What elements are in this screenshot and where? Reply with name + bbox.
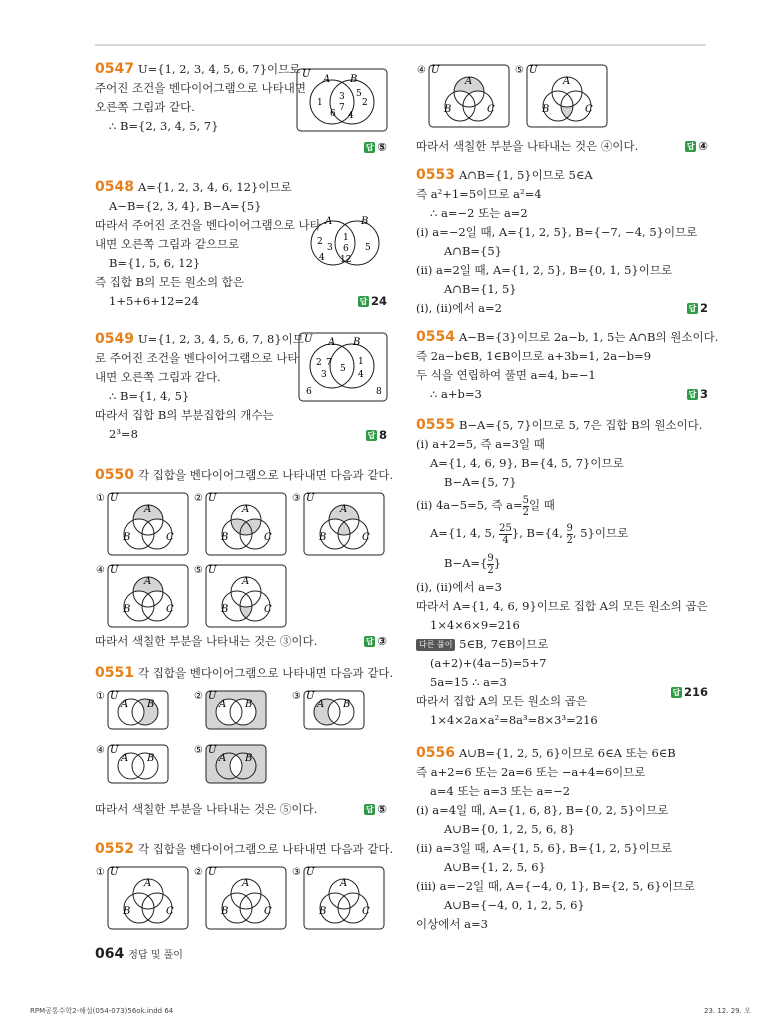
label-u: U bbox=[529, 65, 538, 76]
answer-badge: 답 3 bbox=[688, 387, 708, 401]
problem-number: 0547 bbox=[95, 61, 134, 77]
answer-badge: 답 ⑤ bbox=[365, 802, 387, 816]
text-line: 따라서 A={1, 4, 6, 9}이므로 집합 A의 모든 원소의 곱은 bbox=[416, 599, 708, 613]
option-number: ④ bbox=[96, 565, 105, 576]
answer-icon: 답 bbox=[359, 297, 368, 306]
label-b: B bbox=[245, 753, 253, 764]
svg-text:7: 7 bbox=[326, 358, 332, 368]
text-line: A∪B={1, 2, 5, 6}이므로 6∈A 또는 6∈B bbox=[458, 746, 676, 760]
text-line: (a+2)+(4a−5)=5+7 bbox=[430, 656, 547, 670]
label-b: B bbox=[444, 104, 452, 115]
answer-badge: 답 ④ bbox=[686, 139, 708, 153]
problem-0550 bbox=[95, 466, 394, 648]
text-line: 1×4×6×9=216 bbox=[430, 618, 520, 632]
text-line: A∩B={1, 5}이므로 5∈A bbox=[458, 168, 593, 182]
text-line: 따라서 집합 B의 부분집합의 개수는 bbox=[95, 408, 274, 422]
text-line: 내면 오른쪽 그림과 같다. bbox=[95, 370, 221, 384]
text-line: (ⅲ) a=−2일 때, A={−4, 0, 1}, B={2, 5, 6}이므로 bbox=[416, 879, 696, 893]
label-a: A bbox=[144, 878, 152, 889]
text-line: 5a=15 ∴ a=3 bbox=[430, 675, 507, 689]
option-number: ③ bbox=[292, 493, 301, 504]
problem-number: 0549 bbox=[95, 331, 134, 347]
label-b: B bbox=[123, 532, 131, 543]
venn-grid-0551 bbox=[95, 686, 387, 796]
problem-number: 0552 bbox=[95, 841, 134, 857]
text-line: 오른쪽 그림과 같다. bbox=[95, 100, 195, 114]
svg-text:1: 1 bbox=[317, 98, 323, 108]
problem-0548 bbox=[95, 178, 387, 311]
label-a: A bbox=[317, 699, 325, 710]
svg-text:7: 7 bbox=[339, 103, 345, 113]
label-u: U bbox=[208, 867, 217, 878]
label-a: A bbox=[121, 699, 129, 710]
text-line: U={1, 2, 3, 4, 5, 6, 7}이므로 bbox=[137, 62, 301, 76]
text-line: A∪B={0, 1, 2, 5, 6, 8} bbox=[444, 822, 576, 836]
svg-text:3: 3 bbox=[327, 243, 333, 253]
alt-solution-tag: 다른 풀이 bbox=[416, 639, 455, 651]
text-line: ∴ a=−2 또는 a=2 bbox=[430, 206, 528, 220]
text-line: 5∈B, 7∈B이므로 bbox=[459, 637, 549, 651]
text-line: A={1, 4, 6, 9}, B={4, 5, 7}이므로 bbox=[430, 456, 624, 470]
text-line: B={1, 5, 6, 12} bbox=[109, 256, 201, 270]
label-a: A bbox=[219, 753, 227, 764]
venn-grid-0552-cont bbox=[416, 62, 616, 134]
svg-text:5: 5 bbox=[356, 89, 362, 99]
label-c: C bbox=[166, 906, 174, 917]
svg-text:A: A bbox=[323, 74, 331, 85]
text-line: (ⅰ) a=−2일 때, A={1, 2, 5}, B={−7, −4, 5}이므로 bbox=[416, 225, 698, 239]
label-c: C bbox=[166, 604, 174, 615]
svg-text:B: B bbox=[353, 337, 361, 348]
label-b: B bbox=[245, 699, 253, 710]
label-u: U bbox=[110, 745, 119, 756]
text-line: (ⅰ), (ⅱ)에서 a=3 bbox=[416, 580, 502, 594]
problem-0555 bbox=[416, 416, 708, 730]
text-line: A−B={2, 3, 4}, B−A={5} bbox=[109, 199, 262, 213]
text-line: U={1, 2, 3, 4, 5, 6, 7, 8}이므 bbox=[137, 332, 304, 346]
option-number: ③ bbox=[292, 867, 301, 878]
problem-0556 bbox=[416, 744, 708, 934]
svg-text:12: 12 bbox=[340, 255, 352, 265]
text-line: 1×4×2a×a²=8a³=8×3³=216 bbox=[430, 713, 598, 727]
answer-icon: 답 bbox=[365, 637, 374, 646]
print-slug-right: 23. 12. 29. 오 bbox=[704, 1007, 751, 1015]
text-line: 각 집합을 벤다이어그램으로 나타내면 다음과 같다. bbox=[137, 666, 394, 680]
problem-0547 bbox=[95, 60, 387, 154]
option-number: ⑤ bbox=[515, 65, 524, 76]
label-b: B bbox=[123, 604, 131, 615]
text-line: 각 집합을 벤다이어그램으로 나타내면 다음과 같다. bbox=[137, 842, 394, 856]
label-c: C bbox=[264, 906, 272, 917]
text-line: 따라서 주어진 조건을 벤다이어그램으로 나타 bbox=[95, 218, 321, 232]
option-number: ① bbox=[96, 867, 105, 878]
text-line: B−A={5, 7}이므로 5, 7은 집합 B의 원소이다. bbox=[458, 418, 703, 432]
answer-icon: 답 bbox=[672, 688, 681, 697]
text-line: (ⅱ) 4a−5=5, 즉 a= $\frac{5}{2}$ 일 때 bbox=[416, 494, 555, 518]
text-line: ∴ a+b=3 bbox=[430, 387, 482, 401]
problem-number: 0550 bbox=[95, 467, 134, 483]
answer-badge: 답 2 bbox=[688, 301, 708, 315]
problem-number: 0556 bbox=[416, 745, 455, 761]
text-line: (ⅱ) a=2일 때, A={1, 2, 5}, B={0, 1, 5}이므로 bbox=[416, 263, 673, 277]
label-b: B bbox=[147, 699, 155, 710]
print-slug-left: RPM공통수학2-해설(054-073)56ok.indd 64 bbox=[30, 1007, 174, 1015]
text-line: A−B={3}이므로 2a−b, 1, 5는 A∩B의 원소이다. bbox=[458, 330, 719, 344]
label-a: A bbox=[242, 576, 250, 587]
label-u: U bbox=[208, 691, 217, 702]
svg-text:U: U bbox=[304, 334, 313, 345]
label-a: A bbox=[144, 504, 152, 515]
svg-text:6: 6 bbox=[343, 244, 349, 254]
problem-number: 0553 bbox=[416, 167, 455, 183]
text-line: 즉 집합 B의 모든 원소의 합은 bbox=[95, 275, 244, 289]
option-number: ① bbox=[96, 493, 105, 504]
text-line: 따라서 집합 A의 모든 원소의 곱은 bbox=[416, 694, 587, 708]
label-a: A bbox=[121, 753, 129, 764]
venn-diagram bbox=[305, 216, 387, 268]
svg-text:4: 4 bbox=[319, 253, 325, 263]
text-line: 주어진 조건을 벤다이어그램으로 나타내면 bbox=[95, 81, 306, 95]
venn-diagram bbox=[296, 68, 388, 132]
problem-0553 bbox=[416, 166, 708, 318]
page-label: 정답 및 풀이 bbox=[128, 950, 183, 961]
answer-icon: 답 bbox=[688, 304, 697, 313]
text-line: (ⅱ) a=3일 때, A={1, 5, 6}, B={1, 2, 5}이므로 bbox=[416, 841, 673, 855]
answer-icon: 답 bbox=[688, 390, 697, 399]
svg-text:U: U bbox=[302, 69, 311, 80]
svg-text:3: 3 bbox=[321, 370, 327, 380]
label-u: U bbox=[208, 565, 217, 576]
label-u: U bbox=[208, 745, 217, 756]
answer-icon: 답 bbox=[365, 805, 374, 814]
answer-icon: 답 bbox=[686, 142, 695, 151]
venn-diagram bbox=[298, 332, 388, 402]
option-number: ④ bbox=[417, 65, 426, 76]
svg-text:6: 6 bbox=[306, 387, 312, 397]
label-b: B bbox=[221, 532, 229, 543]
label-b: B bbox=[319, 906, 327, 917]
answer-badge: 답 ③ bbox=[365, 634, 387, 648]
text-line: a=4 또는 a=3 또는 a=−2 bbox=[430, 784, 571, 798]
label-c: C bbox=[362, 906, 370, 917]
problem-number: 0555 bbox=[416, 417, 455, 433]
label-u: U bbox=[431, 65, 440, 76]
text-line: 내면 오른쪽 그림과 같으므로 bbox=[95, 237, 240, 251]
svg-text:2: 2 bbox=[316, 358, 322, 368]
text-line: B−A={5, 7} bbox=[444, 475, 517, 489]
text-line: 따라서 색칠한 부분을 나타내는 것은 ③이다. bbox=[95, 634, 318, 648]
option-number: ④ bbox=[96, 745, 105, 756]
svg-text:2: 2 bbox=[362, 98, 368, 108]
label-c: C bbox=[264, 604, 272, 615]
problem-number: 0551 bbox=[95, 665, 134, 681]
svg-text:B: B bbox=[361, 216, 369, 227]
svg-text:4: 4 bbox=[358, 370, 364, 380]
label-u: U bbox=[110, 493, 119, 504]
page-number: 064 bbox=[95, 946, 125, 962]
label-b: B bbox=[343, 699, 351, 710]
label-a: A bbox=[465, 76, 473, 87]
option-number: ② bbox=[194, 493, 203, 504]
label-b: B bbox=[123, 906, 131, 917]
option-number: ⑤ bbox=[194, 565, 203, 576]
label-u: U bbox=[110, 565, 119, 576]
label-c: C bbox=[585, 104, 593, 115]
text-line: A={1, 2, 3, 4, 6, 12}이므로 bbox=[137, 180, 292, 194]
label-u: U bbox=[306, 691, 315, 702]
label-b: B bbox=[542, 104, 550, 115]
text-line: (ⅰ) a=4일 때, A={1, 6, 8}, B={0, 2, 5}이므로 bbox=[416, 803, 669, 817]
label-u: U bbox=[306, 867, 315, 878]
text-line: (ⅰ), (ⅱ)에서 a=2 bbox=[416, 301, 502, 315]
text-line: 1+5+6+12=24 bbox=[109, 294, 199, 308]
text-line: 2³=8 bbox=[109, 427, 138, 441]
svg-text:1: 1 bbox=[343, 233, 349, 243]
answer-badge: 답 ⑤ bbox=[365, 140, 387, 154]
label-b: B bbox=[147, 753, 155, 764]
svg-text:B: B bbox=[350, 74, 358, 85]
option-number: ③ bbox=[292, 691, 301, 702]
text-line: 즉 2a−b∈B, 1∈B이므로 a+3b=1, 2a−b=9 bbox=[416, 349, 652, 363]
label-c: C bbox=[487, 104, 495, 115]
label-u: U bbox=[208, 493, 217, 504]
text-line: A∪B={−4, 0, 1, 2, 5, 6} bbox=[444, 898, 585, 912]
text-line: 따라서 색칠한 부분을 나타내는 것은 ④이다. bbox=[416, 139, 639, 153]
label-c: C bbox=[166, 532, 174, 543]
svg-text:A: A bbox=[325, 216, 333, 227]
text-line: A={1, 4, 5, $\frac{25}{4}$ }, B={4, $\frac{9}{2}$ , 5}이므로 bbox=[430, 522, 629, 546]
label-b: B bbox=[319, 532, 327, 543]
label-a: A bbox=[242, 504, 250, 515]
label-u: U bbox=[110, 867, 119, 878]
problem-0549 bbox=[95, 330, 387, 444]
option-number: ⑤ bbox=[194, 745, 203, 756]
text-line: 따라서 색칠한 부분을 나타내는 것은 ⑤이다. bbox=[95, 802, 318, 816]
answer-icon: 답 bbox=[365, 143, 374, 152]
text-line: A∩B={1, 5} bbox=[444, 282, 517, 296]
text-line: A∩B={5} bbox=[444, 244, 502, 258]
venn-grid-0552 bbox=[95, 862, 387, 934]
svg-text:8: 8 bbox=[376, 387, 382, 397]
label-c: C bbox=[264, 532, 272, 543]
page-footer bbox=[95, 943, 183, 962]
svg-text:5: 5 bbox=[340, 364, 346, 374]
text-line: 각 집합을 벤다이어그램으로 나타내면 다음과 같다. bbox=[137, 468, 394, 482]
text-line: (ⅰ) a+2=5, 즉 a=3일 때 bbox=[416, 437, 545, 451]
text-line: 두 식을 연립하여 풀면 a=4, b=−1 bbox=[416, 368, 596, 382]
answer-icon: 답 bbox=[367, 431, 376, 440]
svg-text:3: 3 bbox=[339, 92, 345, 102]
problem-0551 bbox=[95, 664, 394, 816]
problem-number: 0548 bbox=[95, 179, 134, 195]
label-a: A bbox=[340, 878, 348, 889]
text-line: A∪B={1, 2, 5, 6} bbox=[444, 860, 546, 874]
text-line: ∴ B={1, 4, 5} bbox=[109, 389, 190, 403]
text-line: 즉 a+2=6 또는 2a=6 또는 −a+4=6이므로 bbox=[416, 765, 646, 779]
label-a: A bbox=[144, 576, 152, 587]
text-line: B−A={ $\frac{9}{2}$ } bbox=[444, 552, 502, 576]
label-a: A bbox=[563, 76, 571, 87]
svg-text:4: 4 bbox=[348, 111, 354, 121]
label-a: A bbox=[340, 504, 348, 515]
svg-text:5: 5 bbox=[365, 243, 371, 253]
text-line: 이상에서 a=3 bbox=[416, 917, 488, 931]
label-u: U bbox=[306, 493, 315, 504]
answer-badge: 답 216 bbox=[672, 685, 708, 699]
problem-0554 bbox=[416, 328, 719, 404]
text-line: 로 주어진 조건을 벤다이어그램으로 나타 bbox=[95, 351, 299, 365]
label-c: C bbox=[362, 532, 370, 543]
option-number: ① bbox=[96, 691, 105, 702]
shaded-region bbox=[222, 519, 270, 549]
text-line: ∴ B={2, 3, 4, 5, 7} bbox=[109, 119, 219, 133]
option-number: ② bbox=[194, 691, 203, 702]
problem-number: 0554 bbox=[416, 329, 455, 345]
text-line: 즉 a²+1=5이므로 a²=4 bbox=[416, 187, 542, 201]
label-u: U bbox=[110, 691, 119, 702]
svg-text:1: 1 bbox=[358, 357, 364, 367]
svg-text:2: 2 bbox=[317, 237, 323, 247]
answer-badge: 답 24 bbox=[359, 294, 387, 308]
answer-badge: 답 8 bbox=[367, 428, 387, 442]
label-b: B bbox=[221, 604, 229, 615]
problem-0552 bbox=[95, 840, 394, 917]
header-rule bbox=[95, 44, 706, 46]
label-a: A bbox=[242, 878, 250, 889]
option-number: ② bbox=[194, 867, 203, 878]
label-b: B bbox=[221, 906, 229, 917]
svg-text:A: A bbox=[328, 337, 336, 348]
svg-text:6: 6 bbox=[330, 109, 336, 119]
label-a: A bbox=[219, 699, 227, 710]
venn-grid-0550 bbox=[95, 488, 387, 634]
